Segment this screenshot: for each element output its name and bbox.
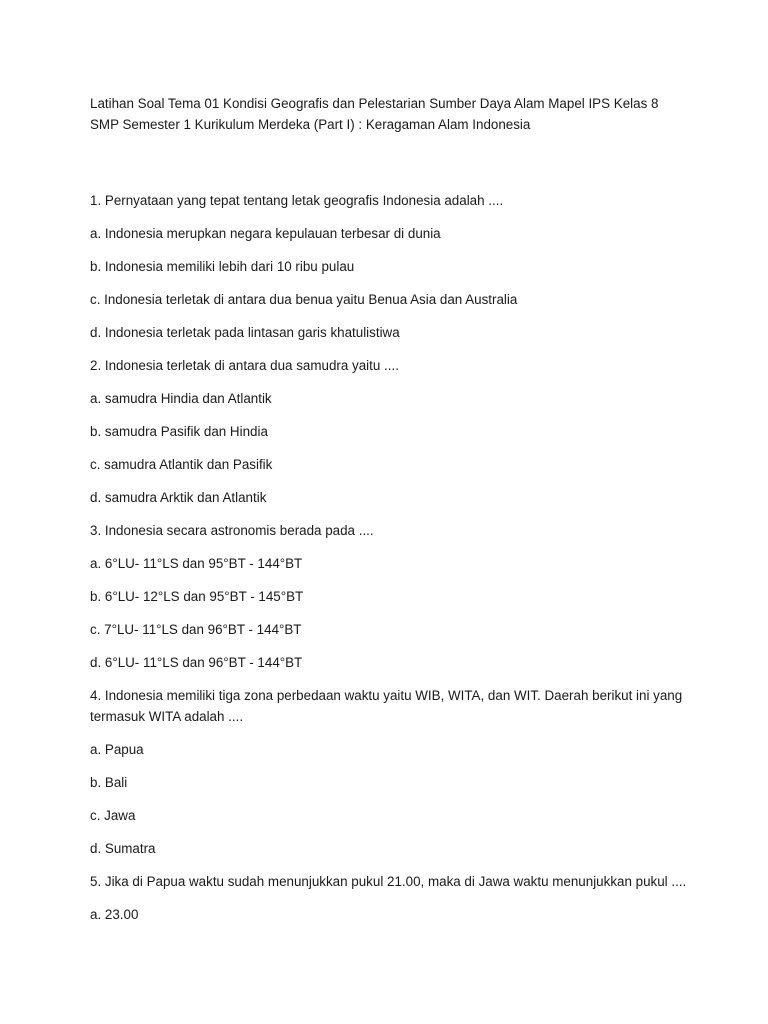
question-2-option-d: d. samudra Arktik dan Atlantik (90, 490, 267, 505)
question-3: 3. Indonesia secara astronomis berada pada .... (90, 523, 374, 538)
question-2-option-c: c. samudra Atlantik dan Pasifik (90, 457, 273, 472)
question-4: 4. Indonesia memiliki tiga zona perbedaan waktu yaitu WIB, WITA, dan WIT. Daerah berikut ini yang termasuk WITA adalah .... (90, 688, 683, 724)
question-1-option-a: a. Indonesia merupkan negara kepulauan terbesar di dunia (90, 226, 441, 241)
question-1-option-c: c. Indonesia terletak di antara dua benua yaitu Benua Asia dan Australia (90, 292, 518, 307)
question-3-option-b: b. 6°LU- 12°LS dan 95°BT - 145°BT (90, 589, 304, 604)
question-4-option-a: a. Papua (90, 742, 144, 757)
question-5-option-a: a. 23.00 (90, 907, 139, 922)
question-3-option-c: c. 7°LU- 11°LS dan 96°BT - 144°BT (90, 622, 302, 637)
question-5: 5. Jika di Papua waktu sudah menunjukkan pukul 21.00, maka di Jawa waktu menunjukkan pukul .... (90, 874, 687, 889)
question-4-option-b: b. Bali (90, 775, 128, 790)
question-1: 1. Pernyataan yang tepat tentang letak geografis Indonesia adalah .... (90, 193, 504, 208)
document-page (90, 93, 690, 937)
question-4-option-d: d. Sumatra (90, 841, 156, 856)
document-title: Latihan Soal Tema 01 Kondisi Geografis dan Pelestarian Sumber Daya Alam Mapel IPS Kelas 8 SMP Semester 1 Kurikulum Merdeka (Part I) : Keragaman Alam Indonesia (90, 96, 659, 132)
question-4-option-c: c. Jawa (90, 808, 136, 823)
question-2: 2. Indonesia terletak di antara dua samudra yaitu .... (90, 358, 399, 373)
question-3-option-d: d. 6°LU- 11°LS dan 96°BT - 144°BT (90, 655, 303, 670)
question-2-option-b: b. samudra Pasifik dan Hindia (90, 424, 268, 439)
question-1-option-b: b. Indonesia memiliki lebih dari 10 ribu pulau (90, 259, 355, 274)
question-1-option-d: d. Indonesia terletak pada lintasan garis khatulistiwa (90, 325, 400, 340)
document-content (90, 190, 690, 925)
question-2-option-a: a. samudra Hindia dan Atlantik (90, 391, 272, 406)
question-3-option-a: a. 6°LU- 11°LS dan 95°BT - 144°BT (90, 556, 303, 571)
